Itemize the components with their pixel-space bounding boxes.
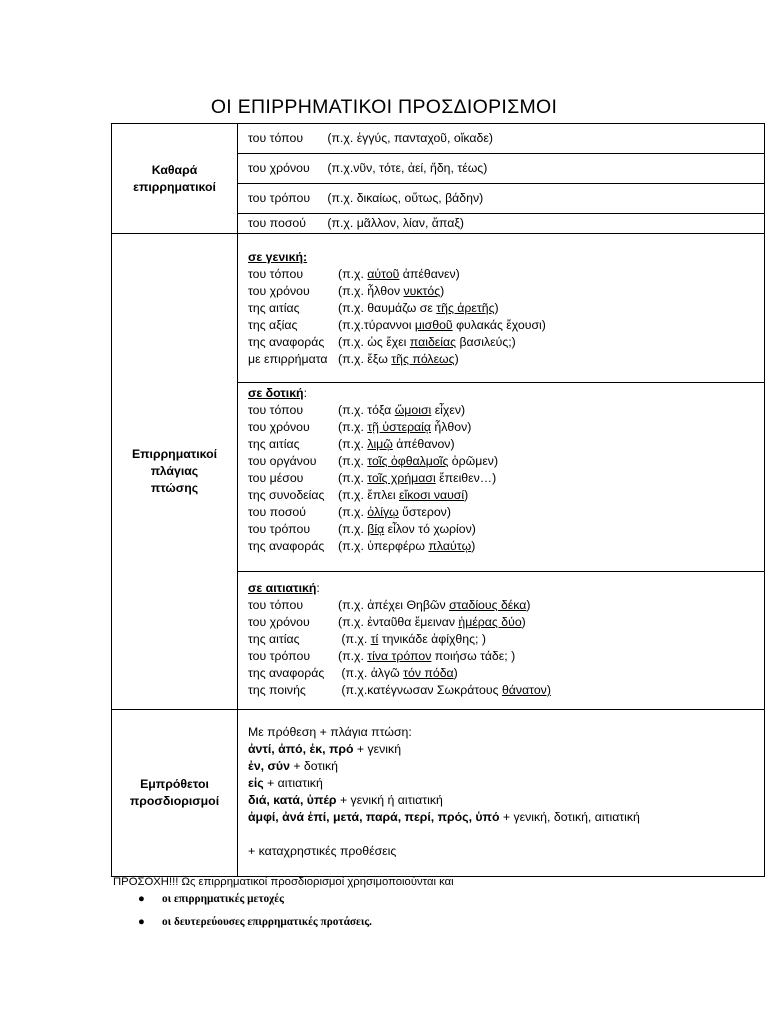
accusative-section [238,572,765,710]
list-item: της ποινής (π.χ.κατέγνωσαν Σωκράτους θάνατον) [248,683,551,697]
group-label-pure [112,124,238,234]
adverbial-determiners-table [111,123,765,877]
section-title: σε δοτική: [248,386,307,400]
list-item: του χρόνου (π.χ. ἦλθον νυκτός) [248,284,445,298]
row-example: (π.χ. ἐγγύς, πανταχοῦ, οἴκαδε) [327,131,493,145]
row-category: του τρόπου [248,191,311,205]
list-item: της αναφοράς (π.χ. ὡς ἔχει παιδείας βασιλεύς;) [248,335,516,349]
group-label-line: Καθαρά [151,162,198,177]
table-row [238,214,765,234]
list-item: του τόπου (π.χ. τόξα ὤμοισι εἶχεν) [248,403,466,417]
table-row [238,184,765,214]
list-item: της αιτίας (π.χ. θαυμάζω σε τῆς ἀρετῆς) [248,301,499,315]
list-item: του χρόνου (π.χ. τῇ ὑστεραίᾳ ἦλθον) [248,420,472,434]
row-example: (π.χ. δικαίως, οὕτως, βάδην) [327,191,484,205]
list-item: της αξίας (π.χ.τύραννοι μισθοῦ φυλακάς ἔχουσι) [248,318,546,332]
group-label-line: πτώσης [150,481,199,495]
bullet-icon: ● [138,916,145,928]
list-item: ● οι επιρρηματικές μετοχές [138,890,372,913]
group-label-line: προσδιορισμοί [129,794,220,808]
list-item: του μέσου (π.χ. τοῖς χρήμασι ἔπειθεν…) [248,471,497,485]
page-title: ΟΙ ΕΠΙΡΡΗΜΑΤΙΚΟΙ ΠΡΟΣΔΙΟΡΙΣΜΟΙ [210,96,558,118]
pure-row-quantity [248,214,764,233]
section-title: σε αιτιατική: [248,581,320,595]
group-label-line: επιρρηματικοί [133,179,216,194]
list-item: με επιρρήματα (π.χ. ἔξω τῆς πόλεως) [248,352,459,366]
list-item: του τρόπου (π.χ. βίᾳ εἷλον τό χωρίον) [248,522,476,536]
pure-row-manner [248,184,764,213]
bullet-list [138,890,372,936]
group-label-line: πλάγιας [150,464,199,478]
list-item: εἰς + αιτιατική [248,776,323,790]
list-item: ἀντί, ἀπό, ἐκ, πρό + γενική [248,742,402,756]
list-item: του οργάνου (π.χ. τοῖς ὀφθαλμοῖς ὁρῶμεν) [248,454,499,468]
list-item: της συνοδείας (π.χ. ἔπλει εἴκοσι ναυσί) [248,488,469,502]
row-category: του τόπου [248,131,304,145]
pure-row-time [248,154,764,183]
row-category: του ποσού [248,216,306,230]
genitive-section [238,234,765,383]
group-label-line: Εμπρόθετοι [140,777,209,791]
list-item: ● οι δευτερεύουσες επιρρηματικές προτάσεις. [138,913,372,936]
row-category: του χρόνου [248,161,310,175]
pure-row-place [248,124,764,153]
prep-footer: + καταχρηστικές προθέσεις [248,844,397,858]
list-item: ἐν, σύν + δοτική [248,759,339,773]
list-item: της αιτίας (π.χ. τί τηνικάδε ἀφίχθης; ) [248,632,486,646]
list-item: του τρόπου (π.χ. τίνα τρόπον ποιήσω τάδε; ) [248,649,516,663]
dative-section [238,383,765,572]
list-item: διά, κατά, ὑπέρ + γενική ή αιτιατική [248,793,443,807]
attention-note: ΠΡΟΣΟΧΗ!!! Ως επιρρηματικοί προσδιορισμοί χρησιμοποιούνται και [113,876,454,888]
prep-intro: Με πρόθεση + πλάγια πτώση: [248,725,412,739]
row-example: (π.χ.νῦν, τότε, ἀεί, ἤδη, τέως) [327,161,488,175]
group-label-oblique [112,234,238,710]
prepositional-section [238,710,765,877]
list-item: του ποσού (π.χ. ὀλίγῳ ὕστερον) [248,505,451,519]
list-item: της αναφοράς (π.χ. ὑπερφέρω πλαύτῳ) [248,539,476,553]
list-item: του τόπου (π.χ. ἀπέχει Θηβῶν σταδίους δέκα) [248,598,531,612]
list-item: του τόπου (π.χ. αὐτοῦ ἀπέθανεν) [248,267,460,281]
list-item: του χρόνου (π.χ. ἐνταῦθα ἔμειναν ἡμέρας δύο) [248,615,526,629]
group-label-line: Επιρρηματικοί [131,447,218,461]
bullet-icon: ● [138,893,145,905]
list-item: της αναφοράς (π.χ. ἀλγῶ τόν πόδα) [248,666,458,680]
group-label-prepositional [112,710,238,877]
row-example: (π.χ. μᾶλλον, λίαν, ἅπαξ) [327,216,464,230]
list-item: ἀμφί, ἀνά ἐπί, μετά, παρά, περί, πρός, ὑπό + γενική, δοτική, αιτιατική [248,810,640,824]
list-item: της αιτίας (π.χ. λιμῷ ἀπέθανον) [248,437,455,451]
section-title: σε γενική: [248,250,308,264]
table-row [238,124,765,154]
table-row [238,154,765,184]
